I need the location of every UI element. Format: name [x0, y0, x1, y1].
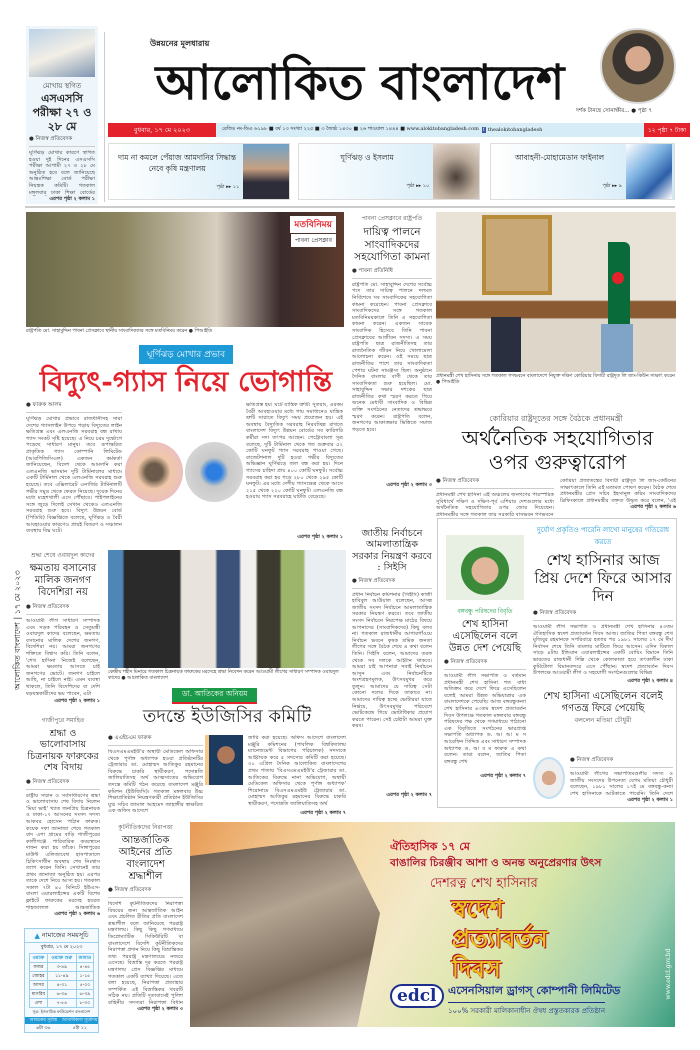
football-photo: [626, 144, 672, 199]
ad-tagline: ১০০% সরকারী মালিকানাধীন ঔষধ প্রস্তুতকারক প্রতিষ্ঠান: [448, 1002, 605, 1017]
prayer-row: [29, 981, 94, 990]
sub-kicker: বঙ্গবন্ধু পরিষদের বিবৃতি: [457, 608, 513, 615]
cell: জোহর: [29, 972, 47, 981]
quader-continued[interactable]: এরপর পৃষ্ঠা ২ কলাম ১: [54, 698, 100, 704]
cec-headline[interactable]: জাতীয় নির্বাচনে আমলাতান্ত্রিক সরকার নিয়ন্ত্রণ করবে : সিইসি: [352, 528, 432, 574]
sub-continued[interactable]: এরপর পৃষ্ঠা ২ কলাম ৭: [480, 773, 526, 779]
quader-body: আওয়ামী লীগ সাধারণ সম্পাদক এবং সড়ক পরিবহন ও সেতুমন্ত্রী ওবায়দুল কাদের বলেছেন, ক্ষমতায় বসানোর মালিক দেশের জনগণ, বিদেশিরা নয়। আমরা জনগণের শক্তিতে বিশ্বাস করি। তিনি বলেন, 'শেখ হাসিনা নিজেই বলেছেন, আমরা ক্ষমতায় আসতে চাই জনগণের ভোটে। জনগণ চাইলে আছি, না চাইলে নাই। এমন ব্যবস্থা থাকলে, তিনি বিদেশিদের বা দেশি ষড়যন্ত্রকারীদের ভয় পাবেন, এটা: [26, 618, 100, 697]
quader-story: [26, 550, 100, 706]
teaser-football[interactable]: [490, 143, 675, 200]
cec-body: প্রধান নির্বাচন কমিশনার (সিইসি) কাজী হাবিবুল আউয়াল বলেছেন, আসন্ন জাতীয় সংসদ নির্বাচনে আমলাতান্ত্রিক সরকার নিয়ন্ত্রণ করবে। তবে জাতীয় সংসদ নির্বাচনে নিরপেক্ষ মাঠের বিষয়ে আপনাদের (সাংবাদিকদের) কিছু বলব না। গতকাল রাজধানীর আগারগাঁওয়ে নির্বাচন ভবনে কৃষক শ্রমিক জনতা লীগের সঙ্গে বৈঠক শেষে এ কথা বলেন তিনি। সিইসি বলেন, আমাদের তরফ থেকে সব দলকে আহ্বান থাকবে। আমরা চাই আপনারা সবাই নির্বাচনে আসুন এবং নির্বাচনটিকে অংশগ্রহণমূলক, উৎসবমুখর করে তুলুন। আমাদের যে দায়িত্ব সেটা কোনো দলের দিকে তাকাবে না। আমাদের দায়িত্ব হচ্ছে ভোটাররা যাতে নির্ভয়ে, উৎসবমুখর পরিবেশে ভোটকেন্দ্রে গিয়ে ভোটাধিকার প্রয়োগ করতে পারেন। সেই চেষ্টাটা আমরা যুক্ত করব।: [352, 591, 432, 730]
power-tower-image: [125, 442, 183, 502]
ear-continued[interactable]: এরপর পৃষ্ঠা ২ কলাম ১: [49, 196, 95, 202]
quader-kicker: শ্রদ্ধা শেষে ওবায়দুল কাদের: [31, 552, 95, 559]
lead-col2: [246, 402, 343, 542]
prayer-date: বুধবার, ১৭ মে ২০২৩: [40, 945, 83, 950]
funeral-photo[interactable]: [108, 550, 346, 668]
diplomats-kicker: কূটনীতিকদের নিরাপত্তা: [118, 824, 173, 831]
sub-headline[interactable]: শেখ হাসিনা এসেছিলেন বলে উন্নত দেশ পেয়েছি: [448, 619, 522, 654]
facebook-icon[interactable]: f: [482, 127, 485, 133]
diplomats-body: বিদেশি কূটনীতিকদের নিরাপত্তা বিষয়ের জন্য আন্তর্জাতিক আইন এবং প্রচলিত রীতির প্রতি বাংলাদেশ শ্রদ্ধাশীল বলে জানিয়েছে পররাষ্ট্র মন্ত্রণালয়। কিছু কিছু গণমাধ্যমে ডিপ্লোম্যাটিক সিকিউরিটি বা বাংলাদেশে বিদেশি কূটনীতিকদের নিরাপত্তা প্রদান নিয়ে কিছু বিভ্রান্তিকর তথ্য পররাষ্ট্র মন্ত্রণালয়ের নজরে এসেছে। বিভ্রান্তি দূর করতে পররাষ্ট্র মন্ত্রণালয় প্রেস বিজ্ঞপ্তির মাধ্যমে গতকাল একটি ব্যাখ্যা দিয়েছে। এতে বলা হয়েছে, নিরাপত্তা প্রত্যাহার সম্পর্কিত এই বিভ্রান্তিকর খবরটি সঠিক নয়। প্রতিটি দূতাবাসেই পুলিশ বাহিনীর সদস্যরা নিরাপত্তা বিধান: [108, 901, 183, 1006]
korea-byline: ● নিজস্ব প্রতিবেদক: [436, 478, 554, 489]
cec-story: [352, 528, 432, 800]
teaser-onion[interactable]: [108, 143, 290, 200]
lead-body: ক্ষতিগ্রস্ত হয়। ঘটে যান্ত্রিক ত্রুটি। সুতরাং, এরকম বৈরী আবহাওয়ার মধ্যে গায় সমাধানেও যান্ত্রিক ত্রুটি সারাতে বিদ্যুৎ সময় প্রয়োজন হয়। এই অবস্থায় বৈদ্যুতিক সরবরাহ নিরবচ্ছিন্ন রাখতে বাংলাদেশ বিদ্যুৎ উন্নয়ন বোর্ডের সব কারিগরি কর্মীরা সদা তৎপর আছেন। পেট্রোবাংলা সূত্র বলেছে, দুটি টার্মিনাল থেকে গত শুক্রবার ৫২ কোটি ঘনফুট গ্যাস সরবরাহ পাওয়া গেছে। বাজেটশনাল দুটি হওয়া গভীর বিদ্যুতের অভিজ্ঞান ঘূর্ণিঝড়ে জল বন্ধ করা হয়। দিনে গ্যাসের চাহিদা প্রায় ৪০০ কোটি ঘনফুট। সর্বোচ্চ সরবরাহ করা হয় গড়ে ২৮০ থেকে ২৯৫ কোটি ঘনফুট। এর মধ্যে দেশীয় গ্যাসক্ষেত্র থেকে আসে ২১৫ থেকে ২২০ কোটি ঘনফুট। এলএনজি বন্ধ হওয়ায় গ্যাস সরবরাহে ঘাটতি বেড়েছে।: [246, 402, 343, 501]
col-header: জামাত: [76, 954, 94, 963]
matia-body: আওয়ামী লীগের সভাপতিমণ্ডলীর সদস্য ও জাতীয় সংসদের উপনেতা বেগম মতিয়া চৌধুরী বলেছেন, ১৯৮১ সালের ১৭ই মে বঙ্গবন্ধু-কন্যা শেখ হাসিনাকে আটকাতে পারেনি। তিনি দেশে: [570, 771, 673, 797]
teaser-page: পৃষ্ঠা ▸▸ ৯: [602, 182, 622, 189]
farooque-byline: ● নিজস্ব প্রতিবেদক: [26, 779, 100, 790]
sub-byline: ● নিজস্ব প্রতিবেদক: [444, 659, 526, 670]
prayer-row: [29, 972, 94, 981]
cell: ৬-৩৯: [76, 990, 94, 999]
pabna-headline[interactable]: দায়িত্ব পালনে সাংবাদিকদের সহযোগিতা কামনা: [354, 226, 430, 264]
farooque-continued[interactable]: এরপর পৃষ্ঠা ২ কলাম ৬: [54, 910, 100, 917]
ear-body: ঘূর্ণিঝড় মোখার কারণে স্থগিত হওয়া দুই দিনের এসএসসি পরীক্ষা আগামী ২৭ ও ২৮ মে অনুষ্ঠিত হবে বলে জানিয়েছে আন্তঃশিক্ষা বোর্ড পরীক্ষা নিয়ন্ত্রক কমিটি। গতকাল মঙ্গলবার ঢাকা শিক্ষা বোর্ডের: [29, 150, 95, 196]
vertical-strip: আলোকিত বাংলাদেশ | ১৭ মে ২০২৩: [13, 570, 22, 690]
pabna-kicker: পাবনা প্রেসক্লাবে রাষ্ট্রপতি: [361, 215, 423, 222]
ugc-byline: ● এএইচএম ফারুক: [108, 735, 203, 746]
cell: ৮-৩০: [76, 999, 94, 1008]
pabna-continued[interactable]: এরপর পৃষ্ঠা ২ কলাম ৩: [386, 481, 432, 488]
matia-continued[interactable]: এরপর পৃষ্ঠা ২ কলাম ১: [627, 797, 673, 803]
lead-byline: ● ফারুক আলম: [26, 402, 122, 413]
ugc-headline[interactable]: তদন্তে ইউজিসির কমিটি: [142, 706, 312, 727]
hasina-byline: ● নিজস্ব প্রতিবেদক: [533, 610, 673, 621]
celebrity-photo[interactable]: [600, 28, 676, 104]
ugc-kicker: ডা. আতিকের অনিয়ম: [172, 688, 257, 704]
facebook-handle[interactable]: thealokitobangladesh: [487, 127, 543, 133]
exam-photo: [29, 29, 95, 77]
cyclone-photo: [433, 144, 479, 199]
celebrity-teaser[interactable]: দর্শক টানছে সোনাক্ষীর... ● পৃষ্ঠা ৭: [576, 108, 653, 114]
pabna-byline: ● পাবনা প্রতিনিধি: [352, 268, 432, 279]
date-bar: [108, 123, 690, 137]
col-header: ওয়াক্ত শুরু: [48, 954, 76, 963]
korea-headline[interactable]: অর্থনৈতিক সহযোগিতার ওপর গুরুত্বারোপ: [461, 426, 654, 474]
ear-left: [26, 26, 98, 204]
korea-body: প্রধানমন্ত্রী শেখ হাসিনা এই অঞ্চলের জনগণের পারস্পরিক সুবিধার্থে দক্ষিণ ও দক্ষিণ-পূর্ব এশিয়ার দেশগুলোর মধ্যে অর্থনৈতিক সহযোগিতার ওপর জোর দিয়েছেন। প্রধানমন্ত্রীর সঙ্গে গতকাল তার সরকারি বাসভবন গণভবনে: [436, 492, 554, 518]
matia-story: [570, 757, 673, 805]
teaser-title: আবাহনী-মোহামেডান ফাইনাল: [514, 152, 605, 162]
pabna-story: [352, 213, 432, 523]
ad-company: এসেনসিয়াল ড্রাগস্ কোম্পানী লিমিটেড: [448, 984, 621, 997]
sunrise-label: আগামীকাল সূর্যোদয়: [62, 1018, 98, 1023]
masthead-tagline: উন্নয়নের মূলধারায়: [150, 38, 210, 48]
ad-photo: [190, 837, 380, 1027]
diplomats-story: [108, 822, 183, 1014]
gas-stove-image: [185, 442, 243, 502]
sunrise-time: ৫টা ১১: [72, 1026, 87, 1031]
korea-caption: প্রধানমন্ত্রী শেখ হাসিনার সঙ্গে গতকাল গণভবনে বাংলাদেশে নিযুক্ত দক্ষিণ কোরিয়ার বিদায়ী রাষ্ট্রদূত লি জাং-কিউন সাক্ষাৎ করেন ● পিআইডি: [436, 374, 675, 385]
pabna-body: রাষ্ট্রপতি মো. সাহাবুদ্দিন দেশের সর্বোচ্চ পদে তার দায়িত্ব পালনে দলমত নির্বিশেষে সব সাংবাদিকের সহযোগিতা কামনা করেছেন। পাবনা প্রেসক্লাবে সাংবাদিকদের সঙ্গে গতকাল মতবিনিময়কালে তিনি এ সহযোগিতা কামনা করেন। একজন সাবেক সাংবাদিক হিসেবে তিনি পাবনা প্রেসক্লাবের আজীবন সদস্য। এ সময় রাষ্ট্রপতি ছাত্র রাজনীতিসহ তার রাজনৈতিক জীবন নিয়ে খোলামেলা আলোচনা করেন। ওই সময়ে ছাত্র রাজনীতির পাশে তার সাংবাদিকতা পেশার ঘটনা সামঞ্জস্য ছিল। অনুষ্ঠানে দৈনিক বাংলার বাণী থেকে তার সাংবাদিকতা শুরু হয়েছিল। মো. সাহাবুদ্দিন সভার দশকের ছাত্র রাজনীতির কথা স্মরণ করতে গিয়ে অনেক মেধাবী সাংবাদিক ও বিভিন্ন ব্যক্তি সংগঠনের নেতাদের শ্রদ্ধাভরে স্মরণ করেন। রাষ্ট্রপতি বলেন, জনগণের আকাঙ্ক্ষার ভিত্তিতে সমাজ গড়তে হবে।: [352, 281, 432, 433]
divider: [104, 32, 105, 202]
prayer-row: [29, 990, 94, 999]
quader-byline: ● নিজস্ব প্রতিবেদক: [26, 604, 100, 615]
lead-continued[interactable]: এরপর পৃষ্ঠা ২ কলাম ১: [297, 534, 343, 540]
cell: ৫-০০: [76, 981, 94, 990]
sub-body: আওয়ামী লীগ সভাপতি ও বর্তমান প্রধানমন্ত্রী শেখ হাসিনা শত বাধা অতিক্রম করে দেশে ফিরে এসেছিলেন বলেই আমরা উন্নত অভিযাত্রার এক বাংলাদেশকে পেয়েছি। আজ বঙ্গবন্ধুকন্যা শেখ হাসিনার ৪৩তম স্বদেশ প্রত্যাবর্তন দিবস উপলক্ষে গতকাল মঙ্গলবার বঙ্গবন্ধু পরিষদের পক্ষ থেকে গণমাধ্যমে পাঠানো এক বিবৃতিতে সংগঠনের ভারপ্রাপ্ত সভাপতি অধ্যাপক ড. আ আ ম স আরেফিন সিদ্দিক এবং সাধারণ সম্পাদক অধ্যাপক ড. আ ব ম ফারুক এ কথা বলেন। তারা বলেন, জাতির পিতা বঙ্গবন্ধু শেখ: [444, 673, 526, 765]
teaser-title: ঘূর্ণিঝড় ও ইসলাম: [340, 152, 394, 162]
cell: ৬-৩৬: [48, 990, 76, 999]
farooque-story: [26, 715, 100, 919]
matia-byline: ● নিজস্ব প্রতিবেদক: [570, 757, 673, 768]
atiq-photo: [205, 735, 243, 785]
ad-url[interactable]: www.edcl.gov.bd: [665, 948, 672, 1000]
ad-line1: ঐতিহাসিক ১৭ মে: [390, 840, 470, 853]
hasina-photo: [446, 535, 524, 600]
ugc-continued[interactable]: এরপর পৃষ্ঠা ২ কলাম ৭: [300, 810, 346, 816]
prayer-source: সূত্র: ইসলামিক ফাউন্ডেশন বাংলাদেশ: [32, 1009, 91, 1014]
ear-headline[interactable]: এসএসসি পরীক্ষা ২৭ ও ২৮ মে: [32, 92, 92, 133]
hasina-main: [533, 524, 673, 726]
mosque-icon: ▲: [34, 931, 40, 940]
matia-kicker: বললেন মতিয়া চৌধুরী: [574, 716, 632, 724]
pm-korea-photo[interactable]: [436, 212, 676, 372]
teaser-page: পৃষ্ঠা ▸▸ ১১: [216, 183, 240, 190]
cell: ৩-৪৯: [48, 963, 76, 972]
lead-headline[interactable]: বিদ্যুৎ-গ্যাস নিয়ে ভোগান্তি: [39, 365, 333, 398]
hasina-headline[interactable]: শেখ হাসিনার আজ প্রিয় দেশে ফিরে আসার দিন: [534, 551, 672, 605]
korea-body: কোরিয়া প্রজাতন্ত্রের বিদায়ী রাষ্ট্রদূত লি জাং-কেউনের সাক্ষাৎকালে তিনি এই মতামত পোষণ করেন। বৈঠক শেষে প্রধানমন্ত্রীর প্রেস সচিব ইহসানুল করিম সাংবাদিকদের ব্রিফিংকালে প্রধানমন্ত্রীর বক্তব্য উদ্ধৃত করে বলেন, 'এই: [560, 478, 676, 504]
ugc-body: জারি করা হয়েছে। অফিস আদেশে বাংলাদেশ মঞ্জুরি কমিশনের (পাবলিক বিশ্ববিদ্যালয় ম্যানেজমেন্ট বিভাগের পরিচালক) সদস্যকে আহ্বায়ক করে ৫ সদস্যের কমিটি করা হয়েছে। ৩০ এপ্রিল দৈনিক আলোকিত বাংলাদেশের প্রথম পাতায় 'বিএসএমএমইউ'র ট্রেজারার ডা. আতিকের বিরুদ্ধে নানা অভিযোগ, অস্থায়ী মেডিকেল অফিসার থেকে পূর্ণাঙ্গ অধ্যাপক' শিরোনামে বিএসএমএমইউ ট্রেজারার ডা. মোহাম্মদ আতিকুর রহমানের বিরুদ্ধে চাকরি স্থায়ীকরণ, পদোন্নতি জালিয়াতিসহ অর্থ: [248, 735, 346, 807]
ad-line3: দেশরত্ন শেখ হাসিনার: [430, 876, 538, 891]
price: ১২ পৃষ্ঠা ৭ টাকা: [644, 123, 690, 137]
prayer-row: [29, 999, 94, 1008]
hasina-continued[interactable]: এরপর পৃষ্ঠা ২ কলাম ৪: [627, 678, 673, 684]
teaser-cyclone-islam[interactable]: [298, 143, 480, 200]
korea-continued[interactable]: এরপর পৃষ্ঠা ২ কলাম ৬: [630, 504, 676, 510]
ear-byline: ● নিজস্ব প্রতিবেদক: [29, 136, 95, 147]
bangladesh-flag: [608, 242, 630, 332]
korea-col2: [560, 478, 676, 512]
prayer-title: নামাজের সময়সূচি: [41, 931, 89, 939]
prayer-table: [29, 953, 95, 1008]
prime-minister: [601, 324, 633, 372]
funeral-caption: কেন্দ্রীয় শহীদ মিনারে গতকাল চিত্রনায়ক ফারুকের মরদেহে শ্রদ্ধা নিবেদন করেন আওয়ামী লীগের সাধারণ সম্পাদক ওবায়দুল কাদের ● আলোকিত বাংলাদেশ: [108, 670, 339, 681]
hasina-kicker: দুর্যোগ প্রকৃতিও পারেনি লাখো মানুষের গতিরোধ করতে: [536, 526, 670, 546]
sunset-time: ৬টা ৩৬: [36, 1026, 51, 1031]
cell: ১-১৫: [76, 972, 94, 981]
matia-photo: [533, 757, 565, 799]
issue-info: রেজিঃ নং-ডিএ ৬১৯৮ ■ বর্ষ ১৩ সংখ্যা ২২৫ ■ ৩ জ্যৈষ্ঠ ১৪৩০ ■ ২৬ শাওয়াল ১৪৪৪ ■ www.alokitobangladesh.com: [222, 126, 479, 132]
cell: আসর: [29, 981, 47, 990]
farooque-body: রাষ্ট্রীয় সম্মান ও সর্বসাধারণের শ্রদ্ধা ও ভালোবাসায় শেষ বিদায় নিলেন 'মিয়া ভাই' খ্যাত জনপ্রিয় চিত্রনায়ক ও ঢাকা-১৭ আসনের সংসদ সদস্য আকবর হোসেন পাঠান ফারুক। কয়েক দফা জানাজা শেষে গতকাল বাদ এশা গ্রামের বাড়ি গাজীপুরের কালীগঞ্জে পারিবারিক কবরস্থানে দাফন করা হয় তাঁকে। সিঙ্গাপুরের মাউন্ট এলিজাবেথ হাসপাতালে চিকিৎসাধীন অবস্থায় শেষ নিঃশ্বাস ত্যাগ করেন তিনি। সেখানেই তার প্রথম জানাজা অনুষ্ঠিত হয়। এরপর তাকে দেশে নিয়ে আসা হয়। গতকাল সকাল ৭টা ৪০ মিনিটে ইউএস-বাংলা এয়ারলাইন্সের একটি বিশেষ ফ্লাইটে ফারুকের মরদেহ হযরত শাহজালাল আন্তর্জাতিক: [26, 792, 100, 911]
cec-byline: ● নিজস্ব প্রতিবেদক: [352, 578, 432, 589]
korea-kicker: কোরিয়ার রাষ্ট্রদূতের সঙ্গে বৈঠকে প্রধানমন্ত্রী: [489, 414, 623, 423]
ugc-col2: [248, 735, 346, 818]
ugc-col1: [108, 735, 203, 824]
prayer-times: [24, 928, 99, 1033]
masthead-logo[interactable]: আলোকিত বাংলাদেশ: [155, 55, 565, 111]
lead-story: [26, 342, 346, 542]
portrait: [482, 215, 552, 295]
ad-headline: স্বদেশ প্রত্যাবর্তন দিবস: [452, 894, 548, 983]
col-header: ওয়াক্ত: [29, 954, 47, 963]
cell: মাগরিব: [29, 990, 47, 999]
cell: ফজর: [29, 963, 47, 972]
prayer-row: [29, 963, 94, 972]
lead-col1: [26, 402, 122, 542]
ad-line2: বাঙালির চিরঞ্জীব আশা ও অনন্ত অনুপ্রেরণার উৎস: [390, 857, 602, 869]
teaser-title: দাম না কমলে পেঁয়াজ আমদানির সিদ্ধান্ত নেবে কৃষি মন্ত্রণালয়: [118, 152, 237, 173]
hasina-sub: [444, 606, 526, 781]
divider: [25, 206, 675, 208]
ambassador: [491, 317, 521, 372]
ugc-body: বিএসএমএমইউ'র অস্থায়ী মেডিকেল অফিসার থেকে পূর্ণাঙ্গ অধ্যাপক হওয়া প্রতিষ্ঠানটির ট্রেজারার ডা. মোহাম্মদ আতিকুর রহমানের বিরুদ্ধে চাকরি স্থায়ীকরণ, পদোন্নতি জালিয়াতিসহ অর্থ আত্মসাতের অভিযোগ তদন্তে কমিটি গঠন করেছে বাংলাদেশ মঞ্জুরি কমিশন (ইউজিসি)। গতকাল মঙ্গলবার উচ্চ শিক্ষাপ্রতিষ্ঠান নিয়ন্ত্রণকারী প্রতিষ্ঠান ইউজিসির যুগ্ম সচিব জামাল আহমেদ জাহাঙ্গীর স্বাক্ষরিত এক অফিস আদেশে: [108, 749, 203, 815]
matia-headline[interactable]: শেখ হাসিনা এসেছিলেন বলেই গণতন্ত্র ফিরে পেয়েছি: [543, 691, 663, 714]
minister-photo: [243, 144, 289, 199]
photo-banner: মতবিনিময়: [290, 216, 336, 233]
date: বুধবার, ১৭ মে ২০২৩: [108, 123, 216, 137]
diplomats-byline: ● নিজস্ব প্রতিবেদক: [108, 887, 183, 898]
edcl-logo: edcl: [390, 984, 444, 1008]
cell: ৭-৫৪: [48, 999, 76, 1008]
sunset-label: আজকের সূর্যাস্ত: [29, 1018, 58, 1023]
cell: ১১-৪৯: [48, 972, 76, 981]
lead-images: [125, 402, 243, 542]
teaser-page: পৃষ্ঠা ▸▸ ১০: [406, 182, 430, 189]
diplomats-headline[interactable]: আন্তর্জাতিক আইনের প্রতি বাংলাদেশ শ্রদ্ধাশীল: [118, 835, 173, 882]
cell: ৪-৪৫: [76, 963, 94, 972]
diplomats-continued[interactable]: এরপর পৃষ্ঠা ২ কলাম ৩: [137, 1006, 183, 1012]
cell: এশা: [29, 999, 47, 1008]
pabna-caption: রাষ্ট্রপতি মো. সাহাবুদ্দিন পাবনা প্রেসক্লাবে স্থানীয় সাংবাদিকদের সঙ্গে মতবিনিময় করেন ● পিআইডি: [26, 329, 213, 334]
lead-body: ঘূর্ণিঝড় মোখার প্রভাবে রাজধানীসহ সারা দেশের গ্যাসলাইন উপচে পড়ায় বিদ্যুতের লাইন ক্ষতিগ্রস্ত এবং এলএনজি সরবরাহ বন্ধ রাখায় গ্যাস সংকট সৃষ্টি হয়েছে। এ নিয়ে চরম দুর্ভোগে পড়েছে সাধারণ মানুষ। তবে রূপান্তরিত প্রাকৃতিক গ্যাস কোম্পানি লিমিটেড (আরপিজিসিএল) একজন কর্মকর্তা জানিয়েছেন, বিদেশ থেকে আমদানি করা এলএনজি ভাসমান দুটি টার্মিনালের মাধ্যমে একটি টার্মিনাল থেকে এলএনজি সরবরাহ শুরু হয়েছে। তবে এক্সিলারেট এনার্জির টার্মিনালটি গভীর সমুদ্র থেকে ফেরত নিয়েছে। দুয়েক দিনের মধ্যে মহেশখালী এসে পৌঁছাবে। পাইপলাইনের সঙ্গে জুড়ে দিলেই সেখান থেকেও এলএনজি সরবরাহ শুরু হবে। বিদ্যুৎ উন্নয়ন বোর্ড (পিডিবি) বিজ্ঞপ্তিতে বলেছে, ঘূর্ণিঝড় ও বৈরী আবহাওয়ার কারণেও প্রায়ই বিতরণ ও সঞ্চালন ব্যবস্থায় বিঘ্ন ঘটে।: [26, 416, 122, 535]
edcl-advertisement[interactable]: [190, 822, 675, 1027]
farooque-kicker: গাজীপুরে সমাহিত: [41, 717, 85, 724]
cell: ৪-৩১: [48, 981, 76, 990]
ear-kicker: মোখায় স্থগিত: [42, 82, 82, 90]
lead-kicker: ঘূর্ণিঝড় মোখার প্রভাব: [139, 345, 233, 364]
president-pabna-photo[interactable]: [26, 212, 344, 327]
farooque-headline[interactable]: শ্রদ্ধা ও ভালোবাসায় চিত্রনায়ক ফারুকের শেষ বিদায়: [27, 728, 99, 774]
hasina-body: আওয়ামী লীগ সভাপতি ও প্রধানমন্ত্রী শেখ হাসিনার ৪৩তম ঐতিহাসিক স্বদেশ প্রত্যাবর্তন দিবস আজ। জাতির পিতা বঙ্গবন্ধু শেখ মুজিবুর রহমানকে সপরিবারে হত্যার পর ১৯৮১ সালের ১৭ মে দীর্ঘ নির্বাসন শেষে তিনি বাংলার মাটিতে ফিরে আসেন। এদিন বিকাল সাড়ে ৪টায় ইন্ডিয়ান এয়ারলাইন্সের একটি বোয়িং বিমানে তিনি ভারতের রাজধানী দিল্লি থেকে কোলকাতা হয়ে তৎকালীন ঢাকা কুর্মিটোলা বিমানবন্দরে এসে পৌঁছান। স্বদেশ প্রত্যাবর্তন দিবস উপলক্ষে আওয়ামী লীগ ও সহযোগী সংগঠনগুলোর বিভিন্ন: [533, 624, 673, 677]
quader-headline[interactable]: ক্ষমতায় বসানোর মালিক জনগণ বিদেশিরা নয়: [29, 563, 97, 598]
korea-col1: [436, 478, 554, 519]
cec-continued[interactable]: এরপর পৃষ্ঠা ২ কলাম ৭: [386, 791, 432, 798]
photo-sign: পাবনা প্রেসক্লাব: [291, 234, 336, 247]
